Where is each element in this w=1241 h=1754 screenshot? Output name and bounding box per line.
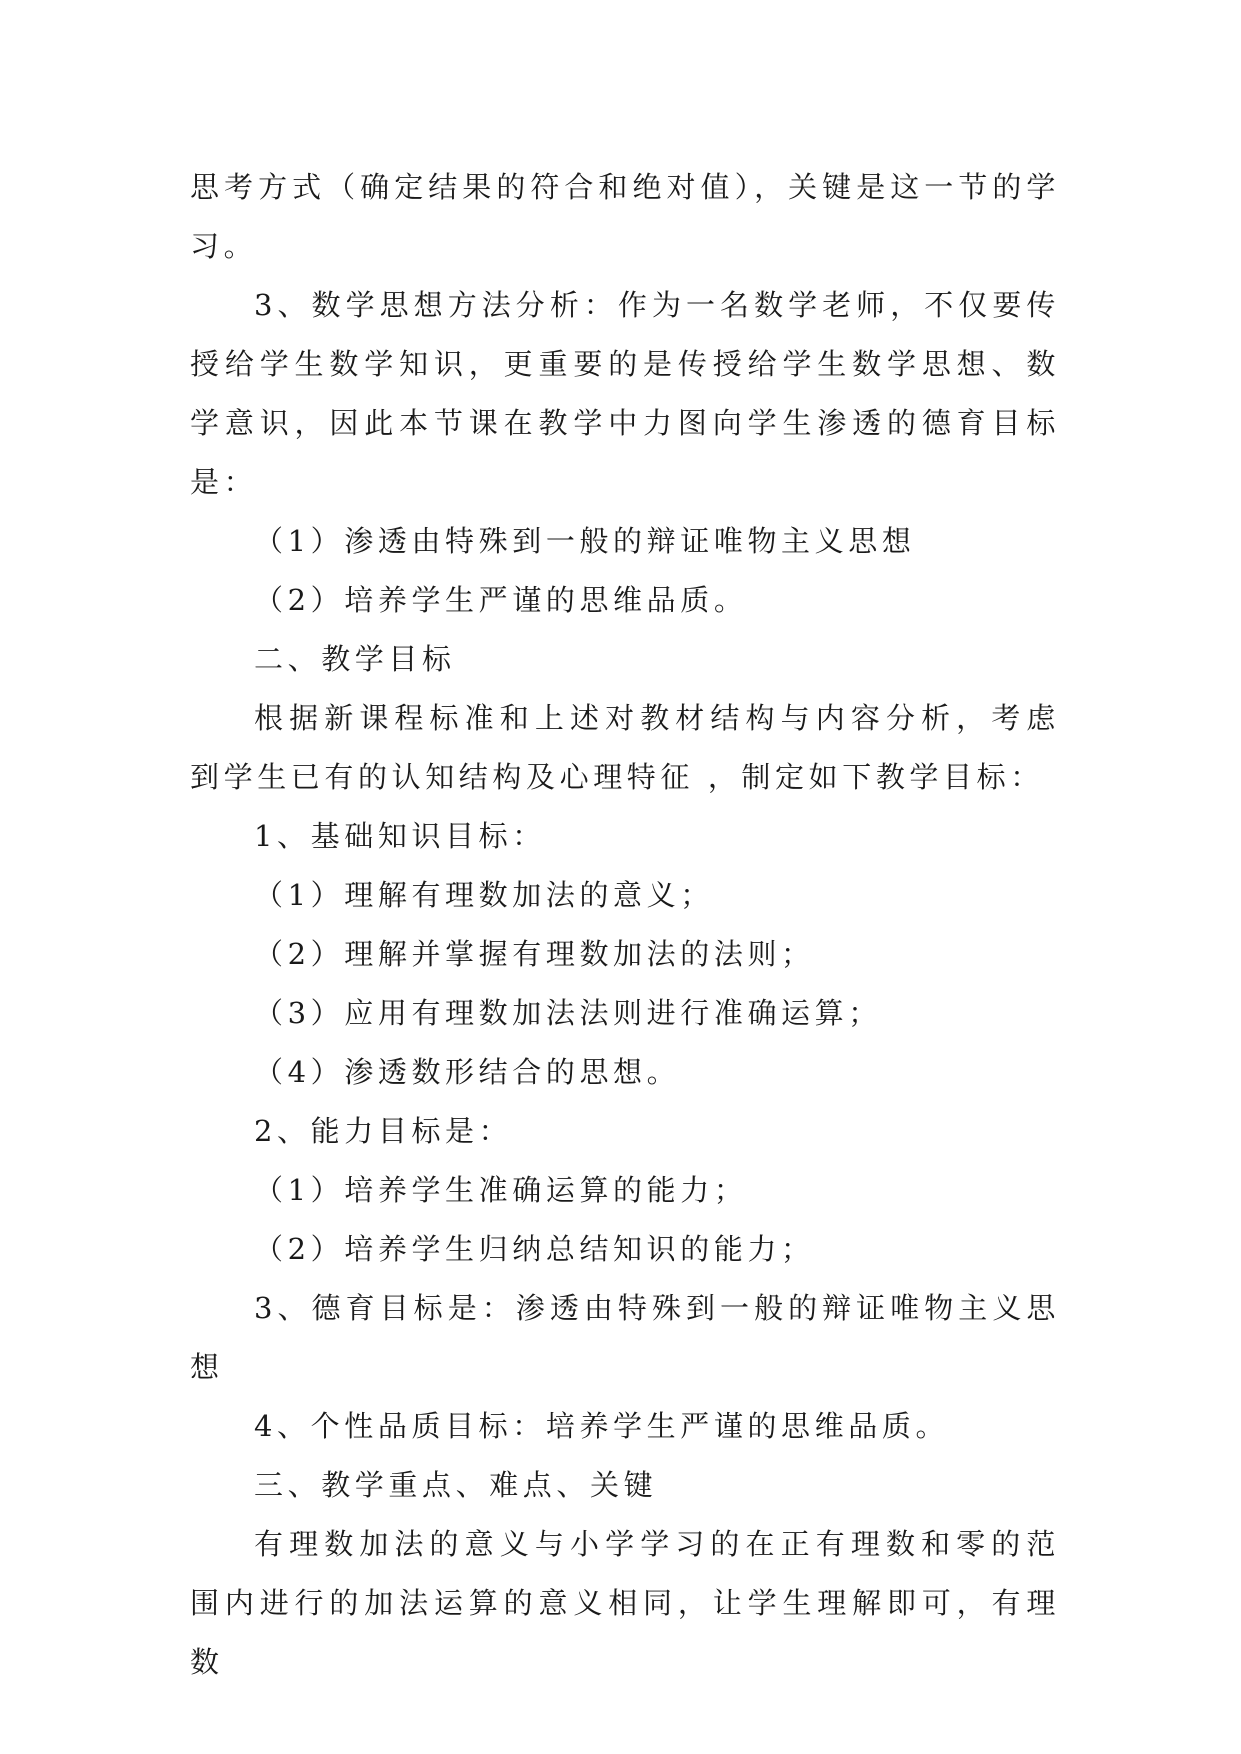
list-item: （4）渗透数形结合的思想。 (254, 1055, 681, 1089)
list-item: （2）培养学生归纳总结知识的能力； (254, 1232, 815, 1266)
subsection-heading: 1、基础知识目标： (254, 819, 546, 853)
document-body (190, 158, 1060, 1692)
list-item: （1）渗透由特殊到一般的辩证唯物主义思想 (254, 524, 916, 558)
paragraph: 根据新课程标准和上述对教材结构与内容分析，考虑到学生已有的认知结构及心理特征 ，制定如下教学目标： (190, 701, 1060, 794)
paragraph: 4、个性品质目标：培养学生严谨的思维品质。 (254, 1409, 950, 1443)
subsection-heading: 2、能力目标是： (254, 1114, 513, 1148)
list-item: （2）培养学生严谨的思维品质。 (254, 583, 748, 617)
paragraph: 3、数学思想方法分析：作为一名数学老师，不仅要传授给学生数学知识，更重要的是传授给学生数学思想、数学意识，因此本节课在教学中力图向学生渗透的德育目标是： (190, 288, 1060, 499)
section-heading: 三、教学重点、难点、关键 (254, 1468, 658, 1502)
list-item: （3）应用有理数加法法则进行准确运算； (254, 996, 882, 1030)
list-item: （1）理解有理数加法的意义； (254, 878, 714, 912)
list-item: （1）培养学生准确运算的能力； (254, 1173, 748, 1207)
section-heading: 二、教学目标 (254, 642, 456, 676)
list-item: （2）理解并掌握有理数加法的法则； (254, 937, 815, 971)
paragraph: 3、德育目标是：渗透由特殊到一般的辩证唯物主义思想 (190, 1291, 1060, 1384)
paragraph: 有理数加法的意义与小学学习的在正有理数和零的范围内进行的加法运算的意义相同，让学生理解即可，有理数 (190, 1527, 1060, 1679)
paragraph: 思考方式（确定结果的符合和绝对值），关键是这一节的学习。 (190, 170, 1060, 263)
